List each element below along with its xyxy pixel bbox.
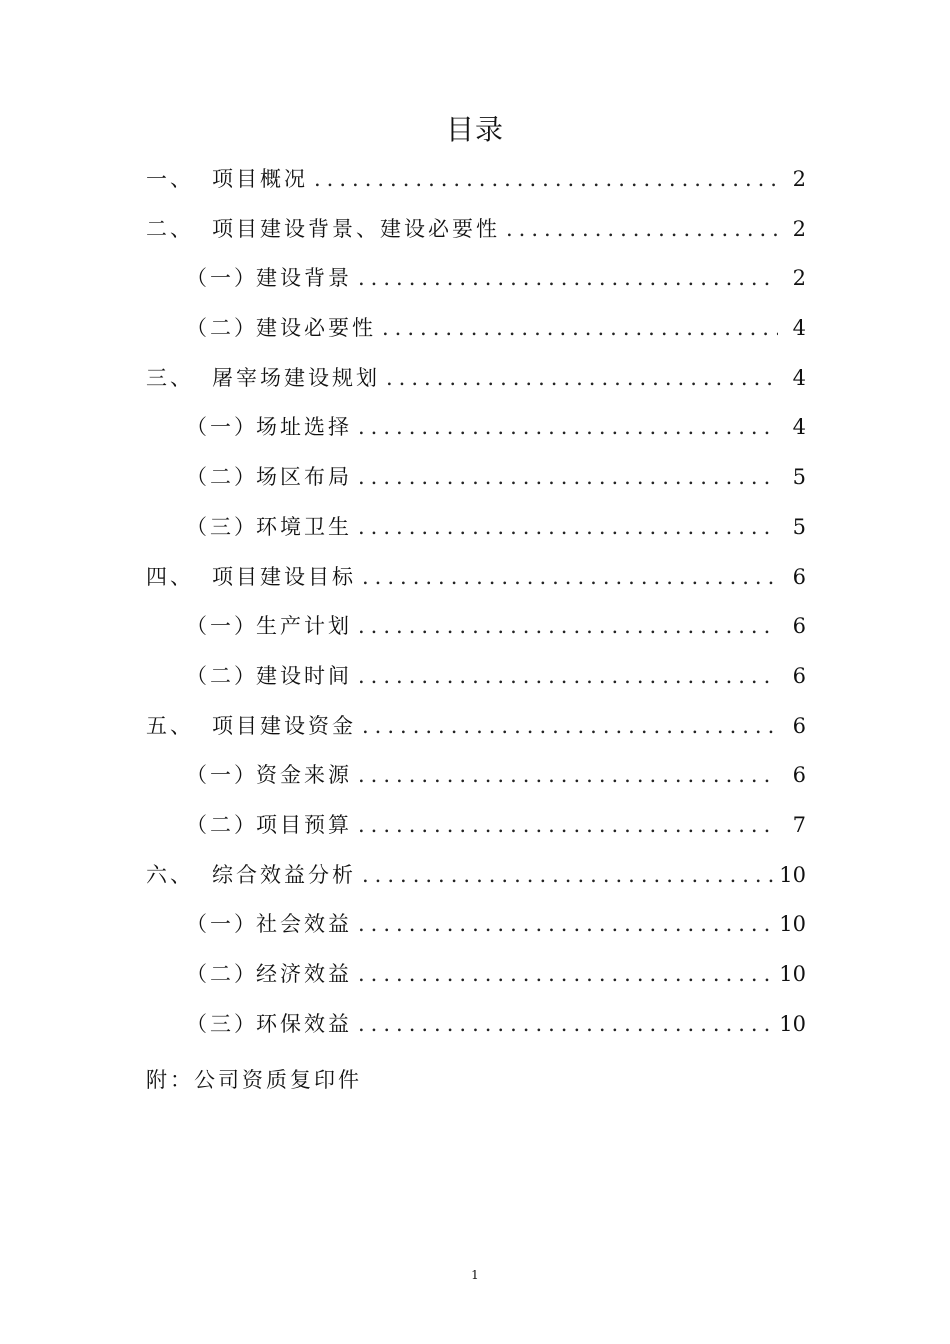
toc-item-page: 6 — [792, 614, 806, 639]
toc-item[interactable] — [146, 908, 810, 958]
toc-item[interactable] — [146, 163, 810, 213]
toc-item-page: 2 — [792, 167, 806, 191]
toc-item-page: 6 — [792, 763, 806, 788]
toc-item[interactable] — [146, 1008, 810, 1058]
toc-item-page: 5 — [792, 465, 806, 490]
toc-dot-leader — [358, 763, 778, 787]
toc-item-label: 建设背景 — [256, 266, 352, 291]
toc-item-page: 6 — [792, 564, 806, 589]
toc-item[interactable] — [146, 362, 810, 412]
toc-item[interactable] — [146, 312, 810, 362]
toc-dot-leader — [358, 962, 773, 986]
toc-dot-leader — [358, 515, 778, 539]
toc-item-page: 7 — [792, 812, 806, 837]
toc-dot-leader — [382, 316, 778, 340]
toc-item-page: 6 — [792, 713, 806, 738]
toc-item-number: （三） — [186, 514, 258, 539]
toc-item[interactable] — [146, 262, 810, 312]
toc-item-number: （二） — [186, 812, 258, 837]
toc-item-number: 四、 — [146, 564, 194, 589]
page-number-footer: 1 — [471, 1268, 479, 1282]
toc-item-label: 生产计划 — [256, 614, 352, 639]
toc-item-number: （一） — [186, 614, 258, 639]
toc-item-page: 10 — [779, 912, 806, 937]
toc-dot-leader — [358, 1012, 773, 1036]
toc-item-label: 项目建设背景、建设必要性 — [212, 216, 500, 241]
toc-item-label: 屠宰场建设规划 — [212, 365, 380, 390]
toc-item[interactable] — [146, 809, 810, 859]
toc-item-number: 三、 — [146, 365, 194, 390]
toc-item-label: 环境卫生 — [256, 514, 352, 539]
toc-item[interactable] — [146, 958, 810, 1008]
toc-item-number: （一） — [186, 912, 258, 937]
toc-list — [146, 163, 810, 1057]
toc-item-label: 项目建设目标 — [212, 564, 356, 589]
toc-item-number: （二） — [186, 962, 258, 986]
toc-item-label: 建设时间 — [256, 663, 352, 688]
toc-item-page: 4 — [792, 415, 806, 440]
toc-item-number: （二） — [186, 316, 258, 341]
toc-dot-leader — [506, 217, 778, 241]
toc-item-label: 项目预算 — [256, 812, 352, 837]
toc-item-label: 场区布局 — [256, 465, 352, 490]
toc-item-number: 二、 — [146, 216, 194, 241]
toc-dot-leader — [358, 415, 778, 439]
toc-item-number: （一） — [186, 763, 258, 788]
toc-dot-leader — [386, 366, 778, 390]
toc-item-page: 4 — [792, 316, 806, 341]
toc-item[interactable] — [146, 561, 810, 611]
toc-item-page: 5 — [792, 514, 806, 539]
toc-item-page: 10 — [779, 962, 806, 986]
toc-dot-leader — [362, 565, 778, 589]
toc-item-page: 10 — [779, 862, 806, 887]
toc-item-page: 6 — [792, 663, 806, 688]
toc-item-label: 资金来源 — [256, 763, 352, 788]
toc-item[interactable] — [146, 511, 810, 561]
toc-dot-leader — [358, 912, 773, 936]
toc-item[interactable] — [146, 610, 810, 660]
toc-item[interactable] — [146, 710, 810, 760]
toc-item-label: 场址选择 — [256, 415, 352, 440]
toc-item-label: 环保效益 — [256, 1011, 352, 1036]
toc-item[interactable] — [146, 660, 810, 710]
toc-item-label: 社会效益 — [256, 912, 352, 937]
toc-item-page: 4 — [792, 365, 806, 390]
toc-item-label: 经济效益 — [256, 962, 352, 986]
toc-dot-leader — [358, 465, 778, 489]
toc-item[interactable] — [146, 213, 810, 263]
toc-dot-leader — [314, 167, 778, 191]
toc-title: 目录 — [445, 113, 504, 146]
toc-item-page: 10 — [779, 1011, 806, 1036]
toc-item-page: 2 — [792, 216, 806, 241]
toc-dot-leader — [362, 863, 773, 887]
toc-item-number: （三） — [186, 1011, 258, 1036]
toc-item-number: （一） — [186, 415, 258, 440]
toc-item-label: 项目建设资金 — [212, 713, 356, 738]
toc-item[interactable] — [146, 411, 810, 461]
toc-dot-leader — [358, 614, 778, 638]
toc-item-number: （一） — [186, 266, 258, 291]
toc-item-number: 六、 — [146, 862, 194, 887]
toc-item[interactable] — [146, 759, 810, 809]
toc-item-number: 五、 — [146, 713, 194, 738]
toc-dot-leader — [362, 714, 778, 738]
appendix-note: 附：公司资质复印件 — [146, 1068, 362, 1092]
toc-item-number: （二） — [186, 663, 258, 688]
toc-item-label: 建设必要性 — [256, 316, 376, 341]
toc-item[interactable] — [146, 461, 810, 511]
toc-dot-leader — [358, 813, 778, 837]
toc-dot-leader — [358, 664, 778, 688]
toc-item[interactable] — [146, 859, 810, 909]
toc-item-number: 一、 — [146, 167, 194, 191]
toc-item-label: 综合效益分析 — [212, 862, 356, 887]
toc-item-label: 项目概况 — [212, 167, 308, 191]
toc-dot-leader — [358, 266, 778, 290]
toc-item-page: 2 — [792, 266, 806, 291]
toc-item-number: （二） — [186, 465, 258, 490]
